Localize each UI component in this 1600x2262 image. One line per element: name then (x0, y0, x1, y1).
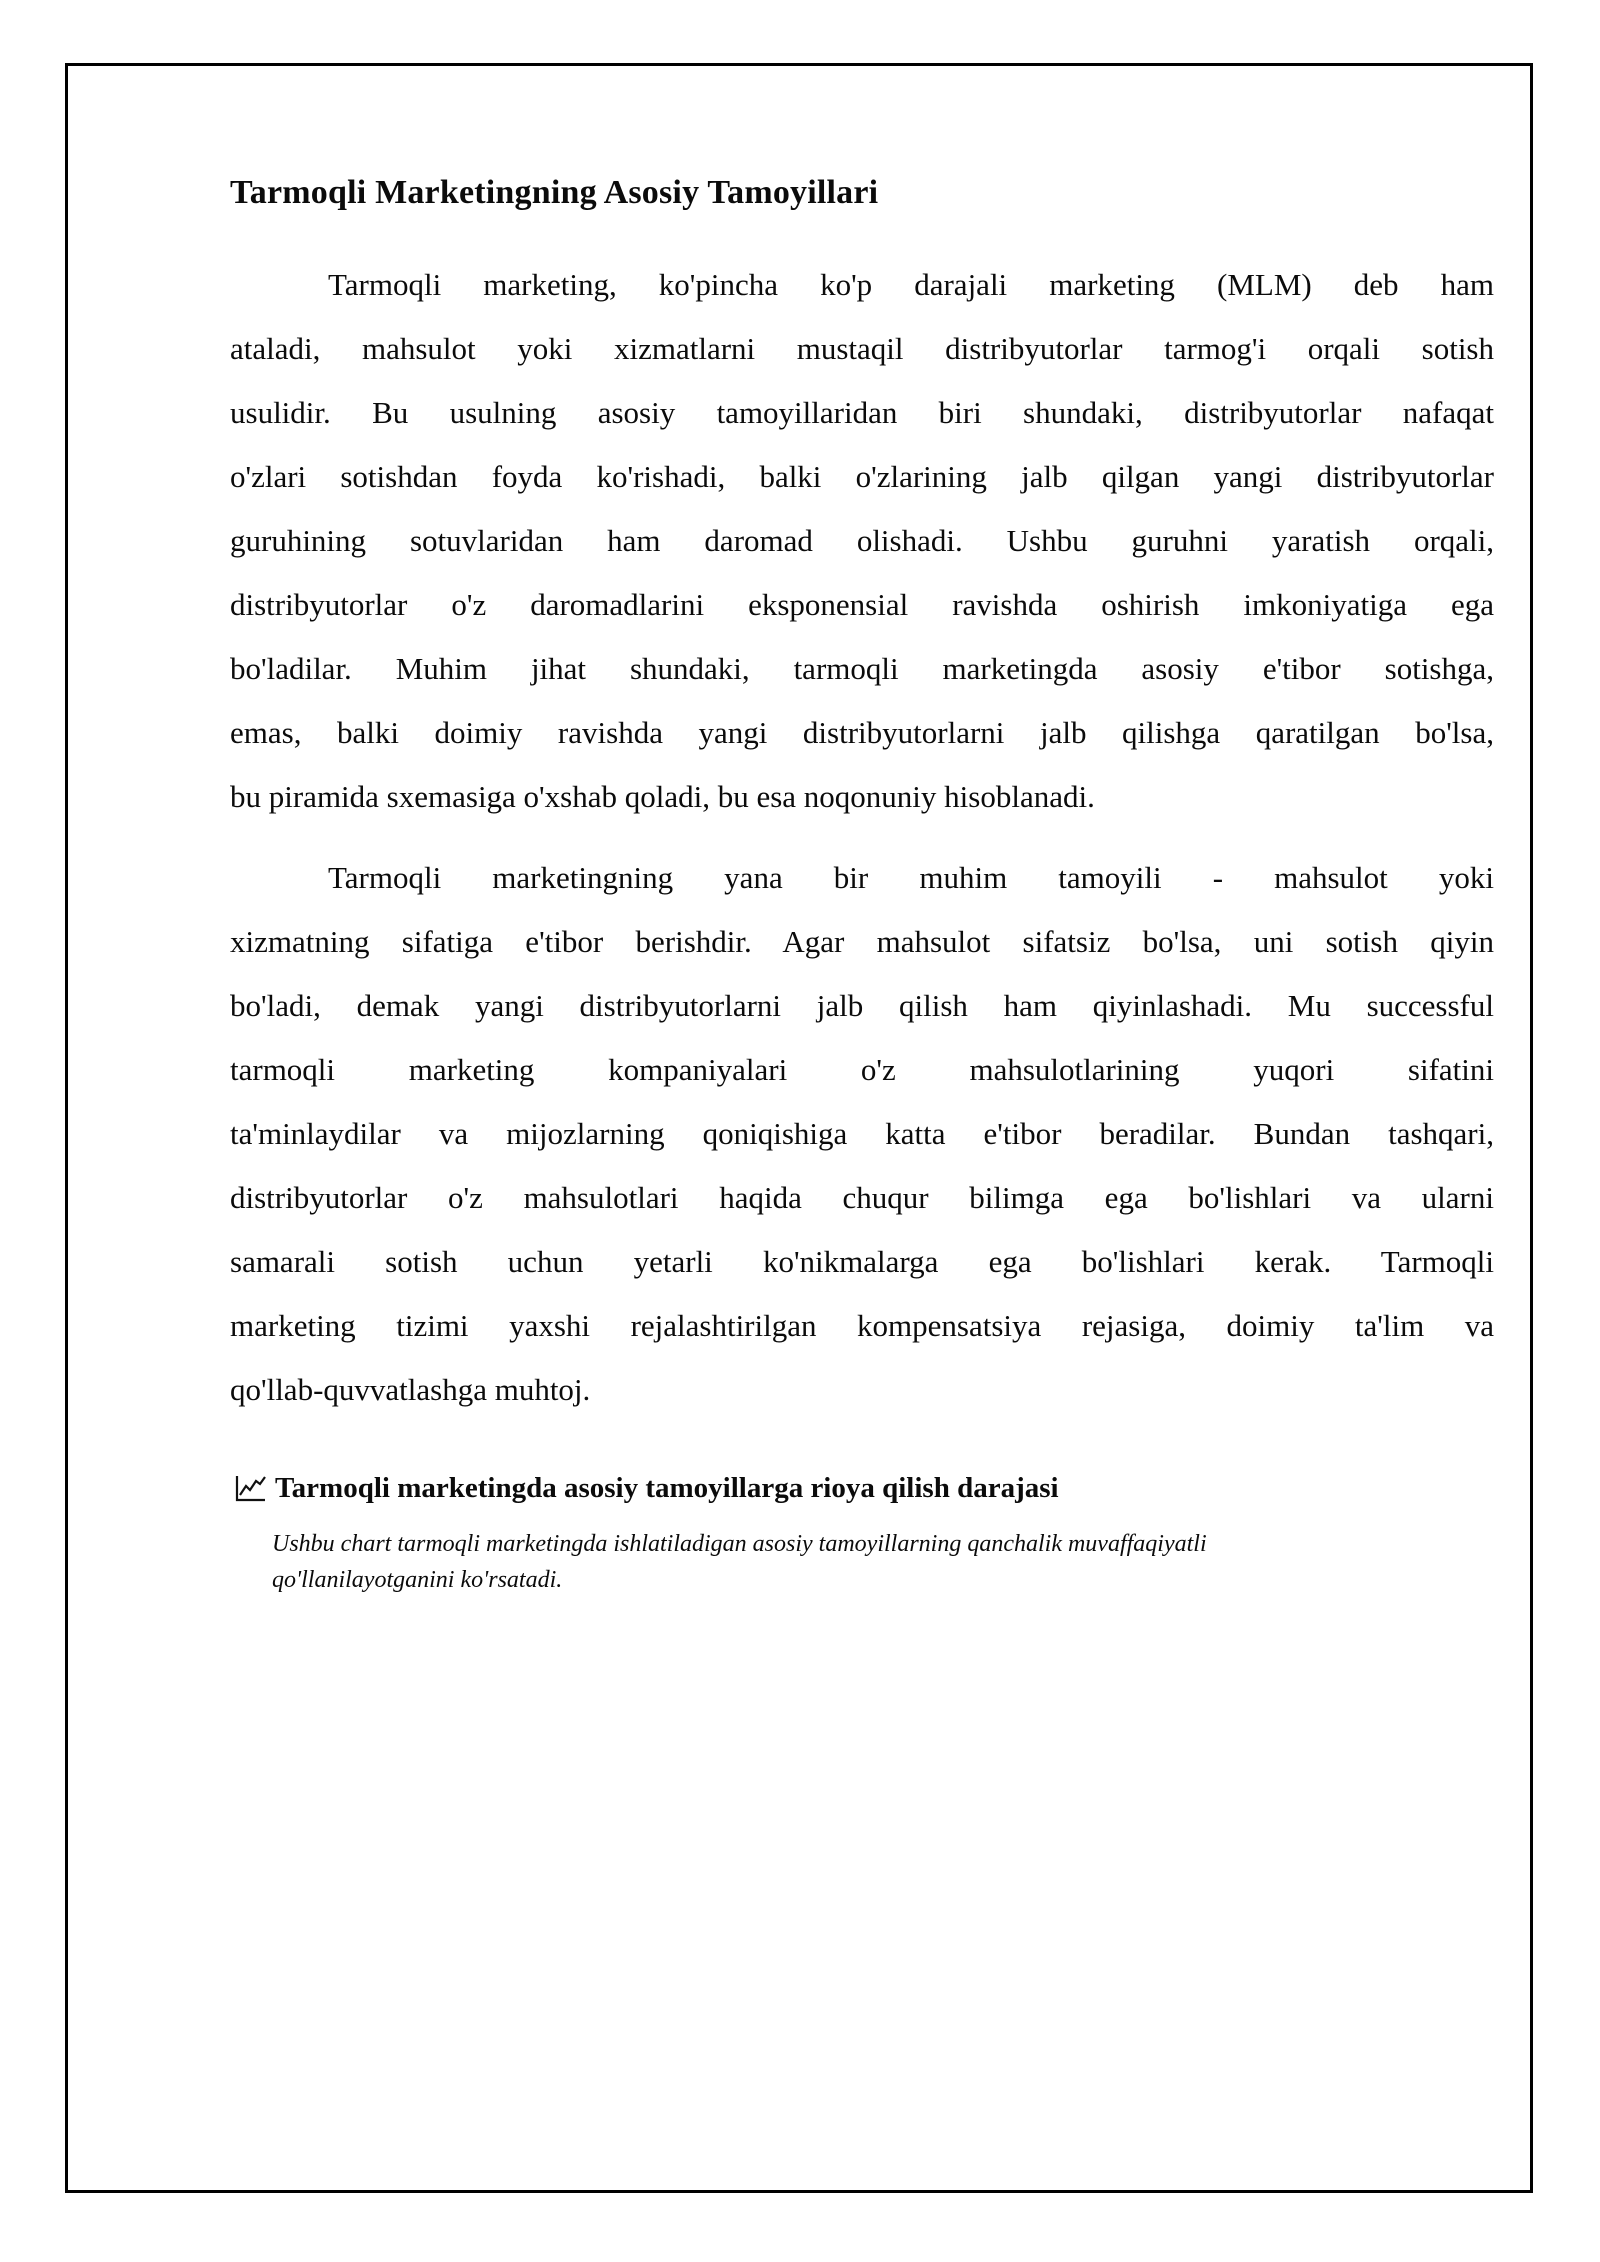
caption-line: Ushbu chart tarmoqli marketingda ishlatiladigan asosiy tamoyillarning qanchalik muvaffaqiyatli (272, 1531, 1207, 1557)
document-title: Tarmoqli Marketingning Asosiy Tamoyillari (230, 174, 879, 211)
paragraph-line: distribyutorlar o'z mahsulotlari haqida chuqur bilimga ega bo'lishlari va ularni (230, 1180, 1494, 1215)
paragraph-line: bo'ladi, demak yangi distribyutorlarni jalb qilish ham qiyinlashadi. Mu successful (230, 988, 1494, 1023)
paragraph-line: ataladi, mahsulot yoki xizmatlarni mustaqil distribyutorlar tarmog'i orqali sotish (230, 331, 1494, 366)
paragraph-line: qo'llab-quvvatlashga muhtoj. (230, 1372, 591, 1407)
paragraph-line: usulidir. Bu usulning asosiy tamoyillaridan biri shundaki, distribyutorlar nafaqat (230, 395, 1494, 430)
paragraph-line: o'zlari sotishdan foyda ko'rishadi, balki o'zlarining jalb qilgan yangi distribyutorlar (230, 459, 1494, 494)
paragraph-line: ta'minlaydilar va mijozlarning qoniqishiga katta e'tibor beradilar. Bundan tashqari, (230, 1116, 1494, 1151)
paragraph-line: tarmoqli marketing kompaniyalari o'z mahsulotlarining yuqori sifatini (230, 1052, 1494, 1087)
paragraph-line: xizmatning sifatiga e'tibor berishdir. Agar mahsulot sifatsiz bo'lsa, uni sotish qiyin (230, 924, 1494, 959)
paragraph-line: emas, balki doimiy ravishda yangi distribyutorlarni jalb qilishga qaratilgan bo'lsa, (230, 715, 1494, 750)
paragraph-line: bo'ladilar. Muhim jihat shundaki, tarmoqli marketingda asosiy e'tibor sotishga, (230, 651, 1494, 686)
chart-note-heading-text: Tarmoqli marketingda asosiy tamoyillarga rioya qilish darajasi (275, 1472, 1059, 1504)
chart-note-heading (233, 1470, 1497, 1506)
paragraph-line: samarali sotish uchun yetarli ko'nikmalarga ega bo'lishlari kerak. Tarmoqli (230, 1244, 1494, 1279)
caption-line: qo'llanilayotganini ko'rsatadi. (272, 1567, 563, 1593)
paragraph-line: Tarmoqli marketingning yana bir muhim tamoyili - mahsulot yoki (328, 860, 1494, 895)
line-chart-icon (233, 1473, 267, 1503)
paragraph-2 (230, 846, 1494, 1422)
paragraph-line: guruhining sotuvlaridan ham daromad olishadi. Ushbu guruhni yaratish orqali, (230, 523, 1494, 558)
paragraph-1 (230, 253, 1494, 829)
chart-note-caption (272, 1526, 1372, 1598)
paragraph-line: bu piramida sxemasiga o'xshab qoladi, bu esa noqonuniy hisoblanadi. (230, 779, 1095, 814)
paragraph-line: marketing tizimi yaxshi rejalashtirilgan kompensatsiya rejasiga, doimiy ta'lim va (230, 1308, 1494, 1343)
paragraph-line: distribyutorlar o'z daromadlarini eksponensial ravishda oshirish imkoniyatiga ega (230, 587, 1494, 622)
paragraph-line: Tarmoqli marketing, ko'pincha ko'p darajali marketing (MLM) deb ham (328, 267, 1494, 302)
